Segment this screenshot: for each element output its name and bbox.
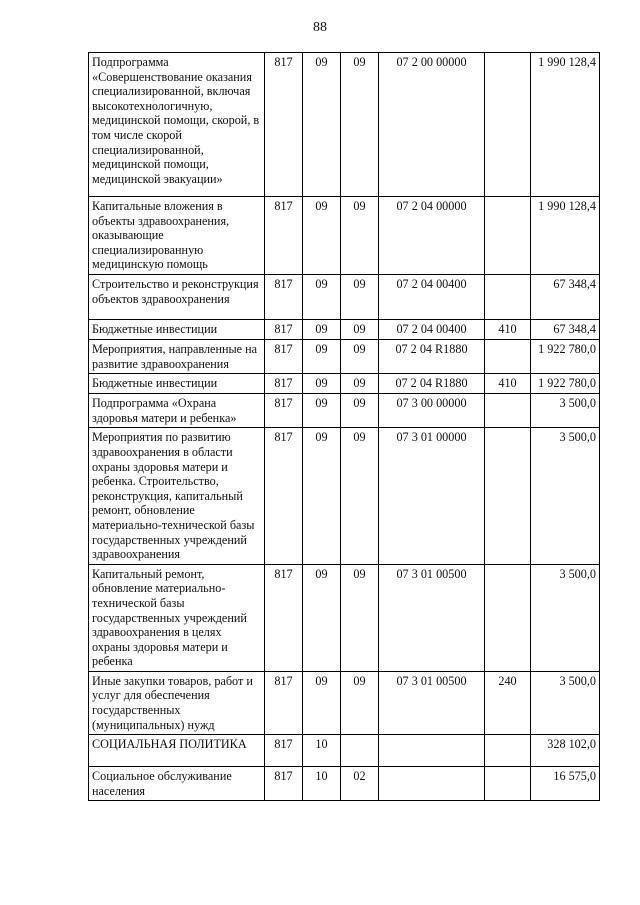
ministry-code: 817: [265, 197, 303, 275]
ministry-code: 817: [265, 671, 303, 734]
subsection-code: 09: [341, 197, 379, 275]
row-name: Мероприятия по развитию здравоохранения в области охраны здоровья матери и ребенка. Строительство, реконструкция, капитальный ремонт, обновление материально-технической базы государственных учреждений здравоохранения: [89, 428, 265, 564]
amount: 3 500,0: [531, 671, 600, 734]
expense-type-code: [485, 340, 531, 374]
target-article-code: 07 2 04 00000: [379, 197, 485, 275]
table-row: [89, 394, 600, 428]
target-article-code: [379, 735, 485, 767]
subsection-code: 09: [341, 340, 379, 374]
ministry-code: 817: [265, 320, 303, 340]
ministry-code: 817: [265, 275, 303, 320]
row-name: Бюджетные инвестиции: [89, 320, 265, 340]
subsection-code: 09: [341, 275, 379, 320]
target-article-code: 07 2 04 00400: [379, 320, 485, 340]
section-code: 09: [303, 340, 341, 374]
expense-type-code: [485, 197, 531, 275]
target-article-code: 07 3 01 00000: [379, 428, 485, 564]
table-row: [89, 275, 600, 320]
table-row: [89, 340, 600, 374]
ministry-code: 817: [265, 767, 303, 801]
target-article-code: [379, 767, 485, 801]
amount: 1 922 780,0: [531, 374, 600, 394]
target-article-code: 07 3 00 00000: [379, 394, 485, 428]
table-row: [89, 564, 600, 671]
row-name: Капитальный ремонт, обновление материально-технической базы государственных учреждений здравоохранения в целях охраны здоровья матери и ребенка: [89, 564, 265, 671]
table-row: [89, 374, 600, 394]
expense-type-code: 410: [485, 320, 531, 340]
row-name: Бюджетные инвестиции: [89, 374, 265, 394]
amount: 3 500,0: [531, 564, 600, 671]
table-row: [89, 320, 600, 340]
row-name: Строительство и реконструкция объектов здравоохранения: [89, 275, 265, 320]
expense-type-code: [485, 394, 531, 428]
row-name: Подпрограмма «Охрана здоровья матери и ребенка»: [89, 394, 265, 428]
section-code: 09: [303, 275, 341, 320]
section-code: 09: [303, 394, 341, 428]
subsection-code: 09: [341, 671, 379, 734]
ministry-code: 817: [265, 394, 303, 428]
row-name: Иные закупки товаров, работ и услуг для обеспечения государственных (муниципальных) нужд: [89, 671, 265, 734]
section-code: 09: [303, 320, 341, 340]
row-name: Мероприятия, направленные на развитие здравоохранения: [89, 340, 265, 374]
ministry-code: 817: [265, 564, 303, 671]
section-code: 10: [303, 735, 341, 767]
amount: 328 102,0: [531, 735, 600, 767]
subsection-code: 09: [341, 564, 379, 671]
target-article-code: 07 3 01 00500: [379, 671, 485, 734]
target-article-code: 07 2 04 00400: [379, 275, 485, 320]
expense-type-code: [485, 564, 531, 671]
subsection-code: 09: [341, 53, 379, 197]
ministry-code: 817: [265, 340, 303, 374]
target-article-code: 07 3 01 00500: [379, 564, 485, 671]
subsection-code: [341, 735, 379, 767]
target-article-code: 07 2 04 R1880: [379, 374, 485, 394]
section-code: 09: [303, 564, 341, 671]
table-row: [89, 197, 600, 275]
amount: 1 990 128,4: [531, 197, 600, 275]
ministry-code: 817: [265, 735, 303, 767]
expense-type-code: [485, 767, 531, 801]
amount: 3 500,0: [531, 394, 600, 428]
section-code: 09: [303, 374, 341, 394]
row-name: Подпрограмма «Совершенствование оказания специализированной, включая высокотехнологичную, медицинской помощи, скорой, в том числе скорой специализированной, медицинской помощи, медицинской эвакуации»: [89, 53, 265, 197]
expense-type-code: [485, 53, 531, 197]
target-article-code: 07 2 04 R1880: [379, 340, 485, 374]
section-code: 10: [303, 767, 341, 801]
ministry-code: 817: [265, 428, 303, 564]
amount: 16 575,0: [531, 767, 600, 801]
table-row: [89, 428, 600, 564]
amount: 1 990 128,4: [531, 53, 600, 197]
ministry-code: 817: [265, 374, 303, 394]
expense-type-code: 410: [485, 374, 531, 394]
expense-type-code: 240: [485, 671, 531, 734]
subsection-code: 09: [341, 394, 379, 428]
table-row: [89, 735, 600, 767]
amount: 3 500,0: [531, 428, 600, 564]
page-number: 88: [313, 20, 327, 35]
expense-type-code: [485, 735, 531, 767]
expense-type-code: [485, 275, 531, 320]
amount: 67 348,4: [531, 275, 600, 320]
table-row: [89, 671, 600, 734]
section-code: 09: [303, 428, 341, 564]
subsection-code: 09: [341, 428, 379, 564]
subsection-code: 09: [341, 374, 379, 394]
section-code: 09: [303, 197, 341, 275]
amount: 1 922 780,0: [531, 340, 600, 374]
row-name: СОЦИАЛЬНАЯ ПОЛИТИКА: [89, 735, 265, 767]
target-article-code: 07 2 00 00000: [379, 53, 485, 197]
table-row: [89, 767, 600, 801]
subsection-code: 09: [341, 320, 379, 340]
section-code: 09: [303, 53, 341, 197]
row-name: Капитальные вложения в объекты здравоохранения, оказывающие специализированную медицинскую помощь: [89, 197, 265, 275]
amount: 67 348,4: [531, 320, 600, 340]
budget-table: [88, 52, 600, 801]
section-code: 09: [303, 671, 341, 734]
table-row: [89, 53, 600, 197]
row-name: Социальное обслуживание населения: [89, 767, 265, 801]
ministry-code: 817: [265, 53, 303, 197]
expense-type-code: [485, 428, 531, 564]
subsection-code: 02: [341, 767, 379, 801]
